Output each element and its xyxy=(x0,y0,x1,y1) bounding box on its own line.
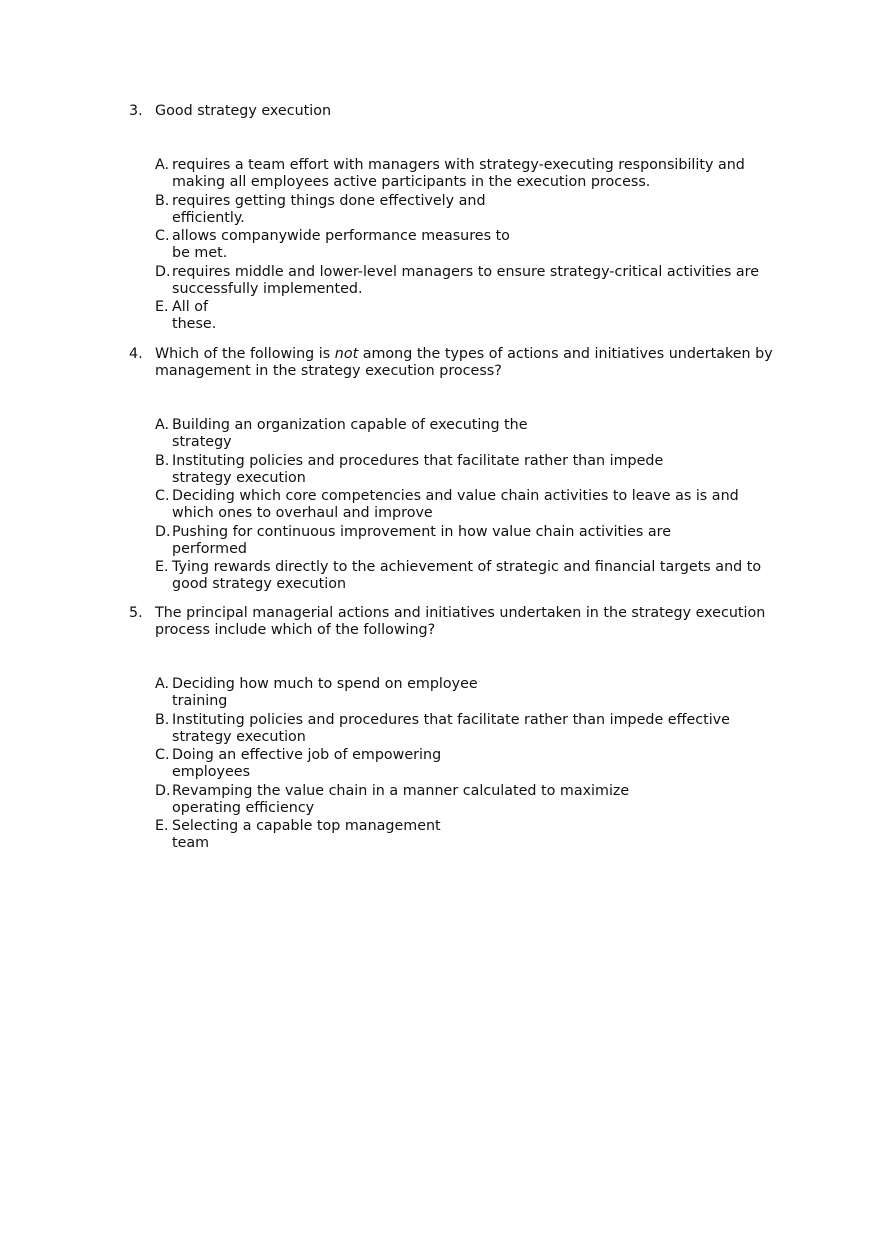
option-letter: D. xyxy=(155,782,171,799)
option-b xyxy=(155,453,779,487)
option-d xyxy=(155,264,779,298)
option-letter: C. xyxy=(155,488,170,504)
question-text-before: Which of the following is xyxy=(155,346,335,362)
option-letter: E. xyxy=(155,559,169,575)
option-c xyxy=(155,488,779,522)
question-header xyxy=(129,605,779,639)
option-letter: A. xyxy=(155,157,170,173)
option-text: requires middle and lower-level managers to ensure strategy-critical activities are successfully implemented. xyxy=(172,263,760,297)
option-letter: B. xyxy=(155,711,170,728)
option-b xyxy=(155,712,779,746)
option-d xyxy=(155,524,779,558)
option-c xyxy=(155,747,779,781)
option-c xyxy=(155,228,779,262)
question-5 xyxy=(129,605,779,854)
option-a xyxy=(155,157,779,191)
option-text: requires getting things done effectively and efficiently. xyxy=(172,192,486,226)
answer-options xyxy=(155,157,779,333)
option-letter: A. xyxy=(155,676,170,692)
option-d xyxy=(155,783,779,817)
option-letter: B. xyxy=(155,452,170,469)
option-text: Pushing for continuous improvement in how value chain activities are performed xyxy=(172,523,672,557)
option-text: All of these. xyxy=(172,299,217,332)
question-text: The principal managerial actions and initiatives undertaken in the strategy execution process include which of the following? xyxy=(155,605,766,638)
option-a xyxy=(155,417,779,451)
option-e xyxy=(155,559,779,593)
option-letter: D. xyxy=(155,263,171,280)
option-b xyxy=(155,193,779,227)
option-text: Deciding how much to spend on employee training xyxy=(172,676,478,709)
question-header xyxy=(129,103,779,120)
option-letter: B. xyxy=(155,192,170,209)
question-text-after: among the types of actions and initiatives undertaken by management in the strategy execution process? xyxy=(155,346,773,379)
option-letter: E. xyxy=(155,818,169,834)
question-3 xyxy=(129,103,779,335)
question-text-emphasis: not xyxy=(334,346,359,362)
option-text: Tying rewards directly to the achievement of strategic and financial targets and to good strategy execution xyxy=(172,559,762,592)
answer-options xyxy=(155,676,779,852)
option-text: Revamping the value chain in a manner calculated to maximize operating efficiency xyxy=(172,782,630,816)
option-letter: C. xyxy=(155,228,170,244)
option-text: Doing an effective job of empowering employees xyxy=(172,747,442,780)
option-text: Selecting a capable top management team xyxy=(172,818,441,851)
question-text xyxy=(155,346,779,380)
option-a xyxy=(155,676,779,710)
option-letter: A. xyxy=(155,417,170,433)
option-text: Deciding which core competencies and value chain activities to leave as is and which ones to overhaul and improve xyxy=(172,488,739,521)
question-number: 4. xyxy=(129,346,143,362)
option-text: requires a team effort with managers with strategy-executing responsibility and making all employees active participants in the execution process. xyxy=(172,157,745,190)
question-number: 3. xyxy=(129,103,143,119)
question-header xyxy=(129,346,779,380)
option-text: Instituting policies and procedures that facilitate rather than impede strategy execution xyxy=(172,452,664,486)
question-text: Good strategy execution xyxy=(155,103,332,119)
option-e xyxy=(155,818,779,852)
option-letter: E. xyxy=(155,299,169,315)
question-4 xyxy=(129,346,779,595)
option-e xyxy=(155,299,779,333)
option-letter: D. xyxy=(155,523,171,540)
option-letter: C. xyxy=(155,747,170,763)
option-text: Instituting policies and procedures that facilitate rather than impede effective strategy execution xyxy=(172,711,730,745)
option-text: Building an organization capable of executing the strategy xyxy=(172,417,528,450)
option-text: allows companywide performance measures to be met. xyxy=(172,228,510,261)
question-number: 5. xyxy=(129,605,143,621)
answer-options xyxy=(155,417,779,593)
